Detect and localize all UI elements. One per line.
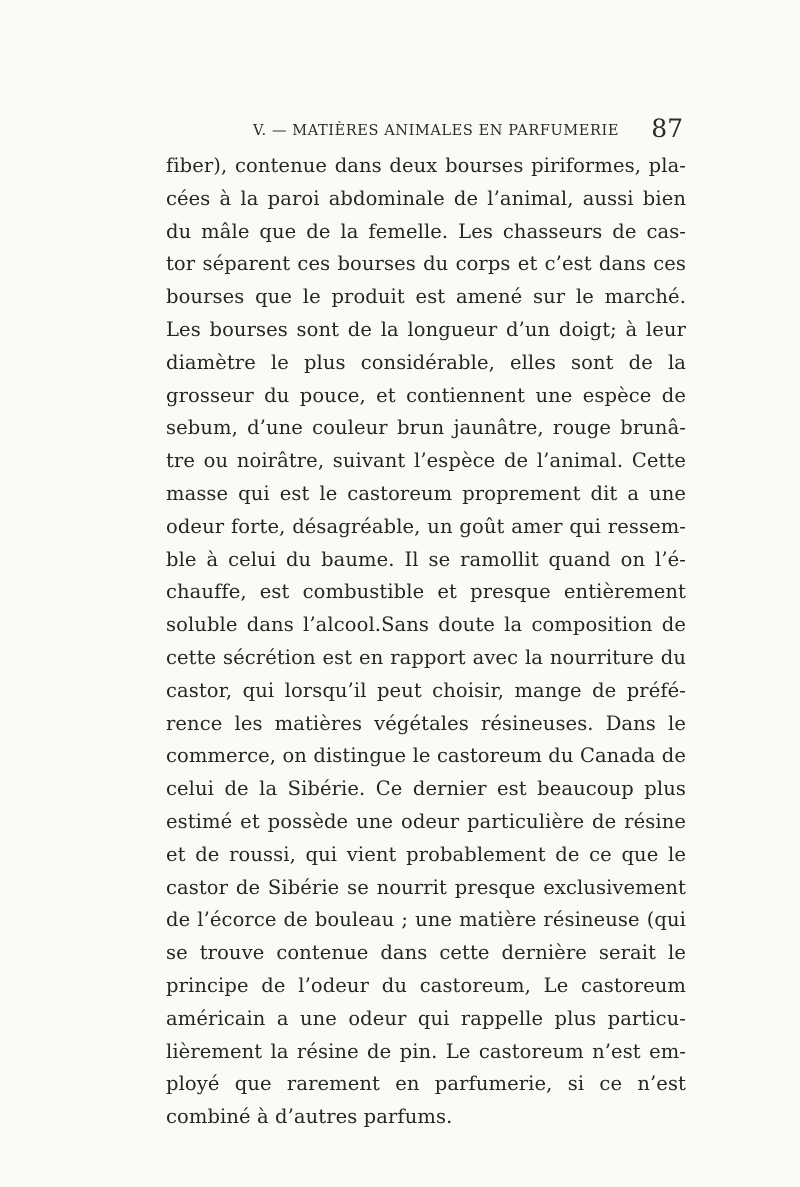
page-number: 87	[651, 114, 683, 143]
text-line: se trouve contenue dans cette dernière serait le	[166, 941, 686, 965]
text-line: soluble dans l’alcool.Sans doute la composition de	[166, 613, 686, 637]
text-line: diamètre le plus considérable, elles sont de la	[166, 350, 686, 374]
text-line: castor de Sibérie se nourrit presque exclusivement	[166, 875, 686, 899]
text-line: rence les matières végétales résineuses. Dans le	[166, 711, 686, 735]
text-line: ble à celui du baume. Il se ramollit quand on l’é-	[166, 547, 686, 571]
text-line: de l’écorce de bouleau ; une matière résineuse (qui	[166, 908, 686, 932]
text-line: masse qui est le castoreum proprement dit a une	[166, 481, 686, 505]
text-line: castor, qui lorsqu’il peut choisir, mange de préfé-	[166, 678, 686, 702]
text-line: estimé et possède une odeur particulière de résine	[166, 809, 686, 833]
text-line: combiné à d’autres parfums.	[166, 1105, 453, 1129]
text-line: chauffe, est combustible et presque entièrement	[166, 580, 686, 604]
text-line: fiber), contenue dans deux bourses piriformes, pla-	[166, 154, 686, 177]
text-line: tre ou noirâtre, suivant l’espèce de l’animal. Cette	[166, 449, 686, 473]
text-line: cette sécrétion est en rapport avec la nourriture du	[166, 645, 686, 669]
text-line: odeur forte, désagréable, un goût amer qui ressem-	[166, 514, 686, 538]
text-line: lièrement la résine de pin. Le castoreum n’est em-	[166, 1039, 686, 1063]
text-line: grosseur du pouce, et contiennent une espèce de	[166, 383, 686, 407]
text-line: sebum, d’une couleur brun jaunâtre, rouge brunâ-	[166, 416, 686, 440]
text-line: Les bourses sont de la longueur d’un doigt; à leur	[166, 317, 686, 341]
body-text	[166, 150, 686, 1134]
text-line: du mâle que de la femelle. Les chasseurs de cas-	[166, 219, 686, 243]
running-title: V. — MATIÈRES ANIMALES EN PARFUMERIE	[253, 123, 620, 139]
text-line: et de roussi, qui vient probablement de ce que le	[166, 842, 686, 866]
text-line: tor séparent ces bourses du corps et c’est dans ces	[166, 252, 686, 276]
running-header	[253, 116, 683, 146]
text-line: principe de l’odeur du castoreum, Le castoreum	[166, 973, 686, 997]
text-line: bourses que le produit est amené sur le marché.	[166, 285, 686, 309]
text-line: américain a une odeur qui rappelle plus particu-	[166, 1006, 686, 1030]
text-line: ployé que rarement en parfumerie, si ce n’est	[166, 1072, 686, 1096]
text-line: celui de la Sibérie. Ce dernier est beaucoup plus	[166, 777, 686, 801]
text-line: commerce, on distingue le castoreum du Canada de	[166, 744, 686, 768]
text-line: cées à la paroi abdominale de l’animal, aussi bien	[166, 186, 686, 210]
